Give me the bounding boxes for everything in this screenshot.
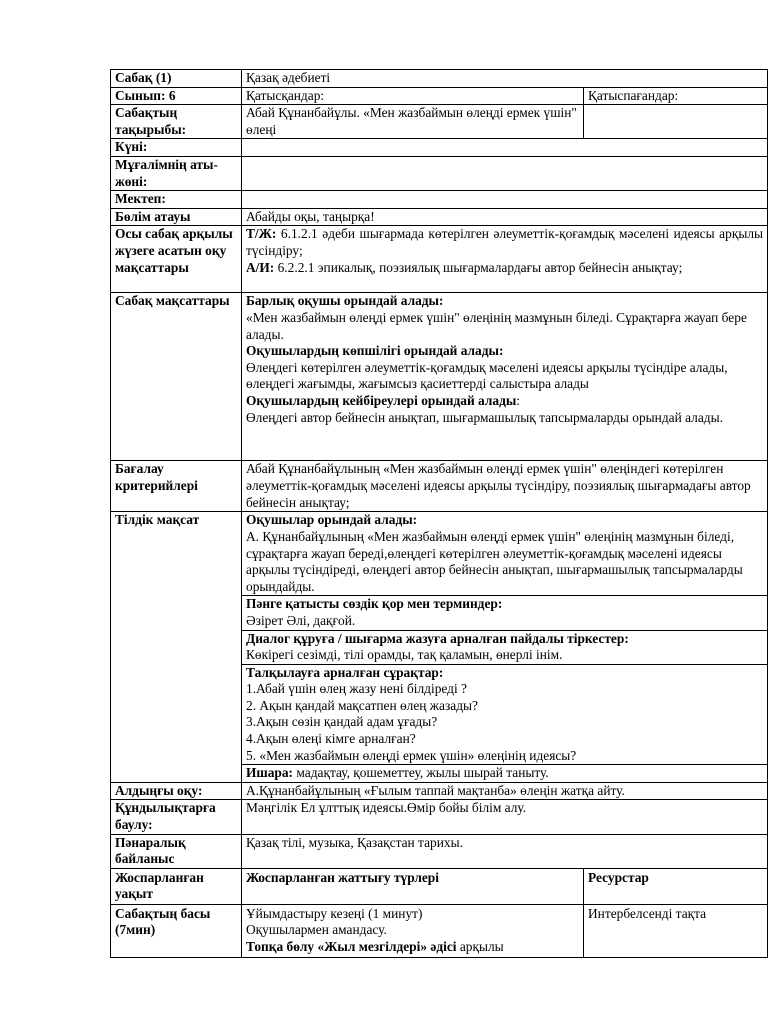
values-label: Құндылықтарға баулу: bbox=[111, 800, 242, 834]
assessment-label: Бағалау критерийлері bbox=[111, 461, 242, 512]
lang-question: 3.Ақын сөзін қандай адам ұғады? bbox=[246, 714, 438, 730]
objective-text-1: 6.1.2.1 әдеби шығармада көтерілген әлеуметтік-қоғамдық мәселені идеясы арқылы түсіндіру; bbox=[246, 226, 764, 258]
lang-question: 4.Ақын өлеңі кімге арналған? bbox=[246, 731, 416, 747]
lesson-plan-table bbox=[110, 69, 768, 958]
greeting-text: Оқушылармен амандасу. bbox=[246, 922, 387, 938]
cross-curricular-value: Қазақ тілі, музыка, Қазақстан тарихы. bbox=[242, 834, 768, 868]
org-stage-text: Ұйымдастыру кезеңі (1 минут) bbox=[246, 905, 423, 921]
date-value bbox=[242, 139, 768, 157]
teacher-label: Мұғалімнің аты-жөні: bbox=[111, 156, 242, 190]
lang-heading-students: Оқушылар орындай алады: bbox=[246, 512, 418, 528]
plan-resources-header: Ресурстар bbox=[584, 868, 768, 904]
topic-label: Сабақтың тақырыбы: bbox=[111, 105, 242, 139]
lang-text-students: А. Құнанбайұлының «Мен жазбаймын өлеңді ермек үшін" өлеңінің мазмұнын біледі, сұрақтарға жауап береді,өлеңдегі көтерілген әлеуметтік-қоғамдық мәселені идеясы арқылы түсіндіреді, өлеңдегі автор бейнесін анықтап, шығармашылық тапсырмаларды орындайды. bbox=[246, 528, 743, 594]
lang-question: 2. Ақын қандай мақсатпен өлең жазады? bbox=[246, 697, 478, 713]
topic-value: Абай Құнанбайұлы. «Мен жазбаймын өлеңді ермек үшін" өлеңі bbox=[242, 105, 584, 139]
lang-heading-gesture: Ишара: bbox=[246, 765, 294, 781]
present-label: Қатысқандар: bbox=[242, 87, 584, 105]
lesson-goals-value bbox=[242, 293, 768, 461]
lesson-plan bbox=[110, 69, 767, 958]
lang-text-terms: Әзірет Әлі, дақғой. bbox=[246, 612, 356, 628]
goals-heading-some: Оқушылардың кейбіреулері орындай алады bbox=[246, 392, 517, 408]
lang-heading-questions: Талқылауға арналған сұрақтар: bbox=[246, 664, 444, 680]
language-goal-label: Тілдік мақсат bbox=[111, 512, 242, 783]
language-goal-value bbox=[242, 512, 768, 783]
plan-activities-header: Жоспарланған жаттығу түрлері bbox=[242, 868, 584, 904]
lang-text-gesture: мадақтау, қошеметтеу, жылы шырай таныту. bbox=[293, 765, 549, 781]
goals-heading-most: Оқушылардың көпшілігі орындай алады: bbox=[246, 343, 504, 359]
learning-objectives-label: Осы сабақ арқылы жүзеге асатын оқу мақсаттары bbox=[111, 226, 242, 293]
objective-text-2: 6.2.2.1 эпикалық, поэзиялық шығармалардағы автор бейнесін анықтау; bbox=[274, 259, 683, 275]
learning-objectives-value bbox=[242, 226, 768, 293]
goals-text-most: Өлеңдегі көтерілген әлеуметтік-қоғамдық мәселені идеясы арқылы түсіндіре алады, өлеңдегі жағымды, жағымсыз қасиеттерді салыстыра алады bbox=[246, 359, 728, 392]
values-value: Мәңгілік Ел ұлттық идеясы.Өмір бойы білім алу. bbox=[242, 800, 768, 834]
assessment-value: Абай Құнанбайұлының «Мен жазбаймын өлеңді ермек үшін" өлеңіндегі көтерілген әлеуметтік-қоғамдық мәселені идеясы арқылы түсіндіру, поэзиялық шығармадағы автор бейнесін анықтау; bbox=[242, 461, 768, 512]
subject-value: Қазақ әдебиеті bbox=[242, 70, 768, 88]
goals-heading-all: Барлық оқушы орындай алады: bbox=[246, 293, 444, 309]
section-label: Бөлім атауы bbox=[111, 208, 242, 226]
objective-tag-ai: А/И: bbox=[246, 259, 275, 275]
topic-empty-cell bbox=[584, 105, 768, 139]
date-label: Күні: bbox=[111, 139, 242, 157]
lesson-start-time bbox=[111, 904, 242, 957]
plan-time-header: Жоспарланған уақыт bbox=[111, 868, 242, 904]
objective-tag-tj: Т/Ж: bbox=[246, 226, 277, 242]
lang-text-phrases: Көкірегі сезімді, тілі орамды, тақ қаламын, өнерлі інім. bbox=[246, 647, 563, 663]
language-goal-subtable bbox=[242, 512, 767, 782]
teacher-value bbox=[242, 156, 768, 190]
sabak-label: Сабақ (1) bbox=[111, 70, 242, 88]
goals-text-some: Өлеңдегі автор бейнесін анықтап, шығармашылық тапсырмаларды орындай алады. bbox=[246, 409, 723, 425]
school-value bbox=[242, 191, 768, 209]
lesson-start-activities bbox=[242, 904, 584, 957]
goals-text-all: «Мен жазбаймын өлеңді ермек үшін" өлеңінің мазмұнын біледі. Сұрақтарға жауап бере алады. bbox=[246, 309, 747, 342]
section-value: Абайды оқы, таңырқа! bbox=[242, 208, 768, 226]
lang-heading-phrases: Диалог құруға / шығарма жазуға арналған пайдалы тіркестер: bbox=[246, 630, 629, 646]
lesson-start-resources: Интербелсенді тақта bbox=[584, 904, 768, 957]
lesson-start-label: Сабақтың басы (7мин) bbox=[115, 905, 211, 938]
prior-learning-label: Алдыңғы оқу: bbox=[111, 782, 242, 800]
lang-question: 1.Абай үшін өлең жазу нені білдіреді ? bbox=[246, 681, 468, 697]
goals-heading-some-colon: : bbox=[516, 392, 521, 408]
lang-heading-terms: Пәнге қатысты сөздік қор мен терминдер: bbox=[246, 596, 503, 612]
grouping-method-suffix: арқылы bbox=[456, 939, 504, 954]
absent-label: Қатыспағандар: bbox=[584, 87, 768, 105]
prior-learning-value: А.Құнанбайұлының «Ғылым таппай мақтанба» өлеңін жатқа айту. bbox=[242, 782, 768, 800]
grouping-method-text: Топқа бөлу «Жыл мезгілдері» әдісі bbox=[246, 939, 457, 954]
school-label: Мектеп: bbox=[111, 191, 242, 209]
cross-curricular-label: Пәнаралық байланыс bbox=[111, 834, 242, 868]
lang-question: 5. «Мен жазбаймын өлеңді ермек үшін» өлеңінің идеясы? bbox=[246, 747, 577, 763]
lesson-goals-label: Сабақ мақсаттары bbox=[111, 293, 242, 461]
grade-label: Сынып: 6 bbox=[111, 87, 242, 105]
